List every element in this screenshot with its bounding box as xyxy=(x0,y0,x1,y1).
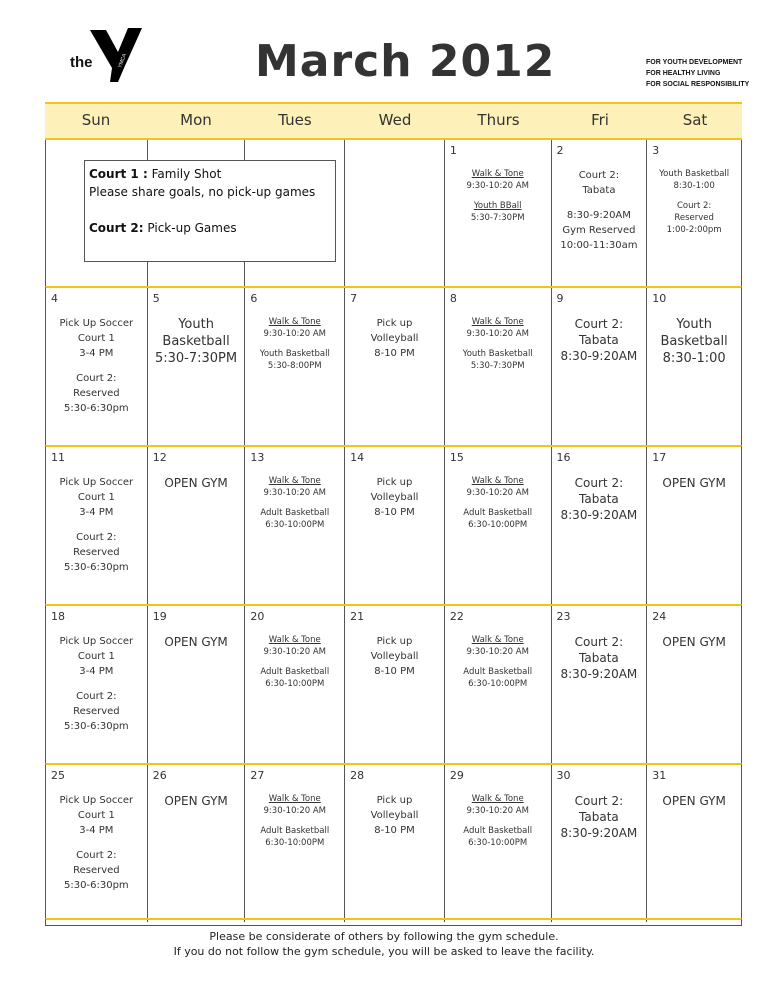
day-cell[interactable] xyxy=(245,765,345,922)
event-line: Court 2: xyxy=(574,476,624,490)
footer-line-1: Please be considerate of others by following the gym schedule. xyxy=(209,930,559,943)
event-line: Youth Basketball xyxy=(259,349,330,359)
day-number: 24 xyxy=(652,610,667,623)
day-events xyxy=(445,168,551,224)
event-line xyxy=(245,499,344,507)
event-line: OPEN GYM xyxy=(662,635,726,649)
day-number: 21 xyxy=(350,610,365,623)
event-line xyxy=(245,817,344,825)
day-number: 7 xyxy=(350,292,358,305)
event-line: 9:30-10:20 AM xyxy=(263,488,327,498)
day-events xyxy=(445,475,551,531)
event-line xyxy=(46,361,147,371)
weekday-wed: Wed xyxy=(378,111,412,129)
event-line: 9:30-10:20 AM xyxy=(466,181,529,191)
day-number: 25 xyxy=(51,769,65,782)
day-number: 28 xyxy=(350,769,365,782)
event-line: 8-10 PM xyxy=(374,666,415,677)
court-note-box xyxy=(84,160,336,262)
day-cell[interactable] xyxy=(552,140,648,286)
event-line: 3-4 PM xyxy=(79,507,114,518)
event-line: 8:30-9:20AM xyxy=(566,210,631,221)
day-events xyxy=(245,634,344,690)
event-line: Tabata xyxy=(579,492,619,506)
ymca-logo xyxy=(68,24,148,88)
day-cell[interactable] xyxy=(552,447,648,604)
event-line: 8:30-9:20AM xyxy=(560,826,638,840)
calendar-week xyxy=(45,286,742,445)
calendar-week xyxy=(45,445,742,604)
event-line: Volleyball xyxy=(370,492,419,503)
event-line: 9:30-10:20 AM xyxy=(263,329,327,339)
day-number: 31 xyxy=(652,769,667,782)
day-events xyxy=(46,475,147,575)
day-events xyxy=(46,316,147,416)
day-number: 26 xyxy=(152,769,167,782)
event-line: 6:30-10:00PM xyxy=(468,679,528,689)
event-line: 5:30-7:30PM xyxy=(154,351,238,366)
day-events xyxy=(445,316,551,372)
event-line: Walk & Tone xyxy=(268,635,321,645)
day-cell[interactable] xyxy=(46,765,148,922)
day-cell[interactable] xyxy=(245,288,345,445)
tagline xyxy=(646,57,749,90)
event-line: Adult Basketball xyxy=(260,826,330,836)
event-line: 6:30-10:00PM xyxy=(265,838,325,848)
day-number: 29 xyxy=(449,769,464,782)
day-number: 12 xyxy=(152,451,167,464)
day-events xyxy=(46,793,147,893)
day-cell[interactable] xyxy=(445,765,552,922)
day-number: 1 xyxy=(449,144,457,157)
day-number: 16 xyxy=(556,451,571,464)
weekday-header xyxy=(45,102,742,140)
day-cell[interactable] xyxy=(345,447,445,604)
day-events xyxy=(647,316,741,367)
page-title: March 2012 xyxy=(255,36,556,87)
event-line: 8:30-9:20AM xyxy=(560,508,638,522)
event-line: Pick up xyxy=(376,636,413,647)
day-number: 22 xyxy=(449,610,464,623)
court2-label: Court 2: xyxy=(89,221,144,235)
event-line xyxy=(46,520,147,530)
event-line: 9:30-10:20 AM xyxy=(466,647,529,657)
event-line: Court 2: xyxy=(76,532,117,543)
day-cell[interactable] xyxy=(245,447,345,604)
event-line xyxy=(445,499,551,507)
day-cell[interactable] xyxy=(647,288,741,445)
event-line: 8-10 PM xyxy=(374,825,415,836)
day-events xyxy=(245,793,344,849)
day-events xyxy=(552,168,647,253)
day-cell[interactable] xyxy=(445,288,552,445)
day-cell[interactable] xyxy=(445,447,552,604)
event-line: Walk & Tone xyxy=(268,476,321,486)
event-line: 3-4 PM xyxy=(79,348,114,359)
event-line xyxy=(552,198,647,208)
day-cell[interactable] xyxy=(445,606,552,763)
event-line: Pick Up Soccer xyxy=(59,795,134,806)
event-line: Court 1 xyxy=(77,333,115,344)
day-number: 8 xyxy=(449,292,457,305)
day-cell[interactable] xyxy=(647,606,741,763)
event-line: 3-4 PM xyxy=(79,666,114,677)
event-line: Youth Basketball xyxy=(659,169,730,179)
day-number: 20 xyxy=(250,610,265,623)
day-number: 15 xyxy=(449,451,464,464)
event-line: Walk & Tone xyxy=(471,169,524,179)
event-line: Reserved xyxy=(674,213,714,223)
day-cell[interactable] xyxy=(148,447,246,604)
court1-line xyxy=(89,165,335,183)
event-line: Court 1 xyxy=(77,810,115,821)
event-line: 10:00-11:30am xyxy=(560,240,638,251)
event-line: Pick Up Soccer xyxy=(59,477,134,488)
event-line: Pick Up Soccer xyxy=(59,318,134,329)
event-line: Court 2: xyxy=(574,794,624,808)
footer-line-2: If you do not follow the gym schedule, you will be asked to leave the facility. xyxy=(173,945,595,958)
event-line: 5:30-7:30PM xyxy=(470,213,525,223)
event-line: 6:30-10:00PM xyxy=(265,679,325,689)
event-line: Gym Reserved xyxy=(562,225,636,236)
event-line: 8:30-1:00 xyxy=(673,181,715,191)
day-cell[interactable] xyxy=(552,606,648,763)
event-line: Volleyball xyxy=(370,333,419,344)
weekday-sat: Sat xyxy=(682,111,708,129)
day-events xyxy=(148,475,245,491)
day-cell[interactable] xyxy=(552,288,648,445)
day-number: 13 xyxy=(250,451,265,464)
event-line: Court 2: xyxy=(574,317,624,331)
day-number: 2 xyxy=(556,144,564,157)
day-events xyxy=(552,634,647,682)
event-line: Reserved xyxy=(73,865,120,876)
day-events xyxy=(345,475,444,520)
event-line: Court 2: xyxy=(676,201,712,211)
tagline-line: FOR YOUTH DEVELOPMENT xyxy=(646,59,743,66)
event-line: 5:30-8:00PM xyxy=(267,361,322,371)
day-cell[interactable] xyxy=(46,288,148,445)
calendar-week xyxy=(45,763,742,922)
event-line: Walk & Tone xyxy=(268,794,321,804)
event-line: Court 2: xyxy=(76,850,117,861)
event-line: Walk & Tone xyxy=(471,476,524,486)
svg-text:YMCA: YMCA xyxy=(117,53,128,69)
weekday-sun: Sun xyxy=(81,111,111,129)
day-cell[interactable] xyxy=(46,447,148,604)
event-line: 8:30-9:20AM xyxy=(560,667,638,681)
event-line: Youth BBall xyxy=(473,201,522,211)
event-line: Pick Up Soccer xyxy=(59,636,134,647)
event-line: 9:30-10:20 AM xyxy=(263,647,327,657)
event-line xyxy=(445,340,551,348)
weekday-mon: Mon xyxy=(180,111,212,129)
event-line: Basketball xyxy=(162,334,230,349)
calendar-week xyxy=(45,604,742,763)
event-line xyxy=(445,817,551,825)
event-line: Pick up xyxy=(376,477,413,488)
event-line: 5:30-6:30pm xyxy=(64,880,129,891)
event-line: 6:30-10:00PM xyxy=(468,838,528,848)
event-line: 9:30-10:20 AM xyxy=(263,806,327,816)
day-events xyxy=(647,168,741,236)
day-cell[interactable] xyxy=(647,765,741,922)
event-line: 8-10 PM xyxy=(374,348,415,359)
event-line: OPEN GYM xyxy=(164,635,228,649)
day-events xyxy=(148,316,245,367)
day-number: 5 xyxy=(152,292,160,305)
event-line: 8:30-1:00 xyxy=(662,351,726,366)
event-line: 6:30-10:00PM xyxy=(265,520,325,530)
event-line: OPEN GYM xyxy=(662,476,726,490)
event-line: OPEN GYM xyxy=(662,794,726,808)
day-events xyxy=(46,634,147,734)
day-events xyxy=(345,316,444,361)
event-line: Court 1 xyxy=(77,651,115,662)
day-cell[interactable] xyxy=(445,140,552,286)
event-line: Adult Basketball xyxy=(463,826,533,836)
day-number: 3 xyxy=(652,144,660,157)
event-line: Walk & Tone xyxy=(471,317,524,327)
event-line: Adult Basketball xyxy=(463,667,533,677)
day-number: 10 xyxy=(652,292,667,305)
event-line: Pick up xyxy=(376,795,413,806)
day-cell[interactable] xyxy=(46,606,148,763)
day-events xyxy=(552,475,647,523)
day-cell[interactable] xyxy=(148,288,246,445)
day-cell[interactable] xyxy=(345,606,445,763)
event-line: Court 1 xyxy=(77,492,115,503)
event-line xyxy=(46,679,147,689)
event-line: Adult Basketball xyxy=(260,508,330,518)
event-line: Walk & Tone xyxy=(268,317,321,327)
day-events xyxy=(148,634,245,650)
event-line: OPEN GYM xyxy=(164,794,228,808)
day-number: 11 xyxy=(51,451,65,464)
day-number: 6 xyxy=(250,292,258,305)
event-line: 8-10 PM xyxy=(374,507,415,518)
event-line: Volleyball xyxy=(370,810,419,821)
day-cell[interactable] xyxy=(245,606,345,763)
event-line: Pick up xyxy=(376,318,413,329)
day-events xyxy=(552,793,647,841)
event-line: 3-4 PM xyxy=(79,825,114,836)
court1-label: Court 1 : xyxy=(89,167,148,181)
day-number: 27 xyxy=(250,769,265,782)
day-number: 23 xyxy=(556,610,571,623)
event-line xyxy=(445,192,551,200)
event-line: Court 2: xyxy=(76,691,117,702)
event-line: Tabata xyxy=(579,810,619,824)
event-line xyxy=(445,658,551,666)
tagline-line: FOR HEALTHY LIVING xyxy=(646,70,721,77)
event-line: Youth xyxy=(178,317,214,332)
tagline-line: FOR SOCIAL RESPONSIBILITY xyxy=(646,81,750,88)
weekday-fri: Fri xyxy=(591,111,609,129)
day-events xyxy=(647,475,741,491)
day-cell[interactable] xyxy=(345,140,445,286)
event-line: 8:30-9:20AM xyxy=(560,349,638,363)
event-line xyxy=(46,838,147,848)
day-events xyxy=(345,793,444,838)
day-events xyxy=(245,316,344,372)
event-line: Reserved xyxy=(73,388,120,399)
event-line: OPEN GYM xyxy=(164,476,228,490)
event-line: Court 2: xyxy=(574,635,624,649)
event-line: Tabata xyxy=(582,185,616,196)
day-events xyxy=(345,634,444,679)
day-number: 18 xyxy=(51,610,65,623)
event-line xyxy=(245,340,344,348)
event-line: Adult Basketball xyxy=(260,667,330,677)
event-line: Tabata xyxy=(579,333,619,347)
event-line xyxy=(647,192,741,200)
calendar-bottom-border xyxy=(45,918,742,926)
event-line: Tabata xyxy=(579,651,619,665)
court1-line2: Please share goals, no pick-up games xyxy=(89,185,316,199)
event-line: Basketball xyxy=(660,334,728,349)
day-cell[interactable] xyxy=(345,765,445,922)
day-cell[interactable] xyxy=(647,447,741,604)
event-line: 9:30-10:20 AM xyxy=(466,806,529,816)
event-line: 1:00-2:00pm xyxy=(666,225,722,235)
weekday-thurs: Thurs xyxy=(477,111,520,129)
day-number: 14 xyxy=(350,451,365,464)
event-line: Youth Basketball xyxy=(462,349,533,359)
day-events xyxy=(552,316,647,364)
day-number: 9 xyxy=(556,292,564,305)
weekday-tues: Tues xyxy=(278,111,312,129)
event-line: 5:30-6:30pm xyxy=(64,403,129,414)
day-events xyxy=(445,793,551,849)
event-line: 5:30-7:30PM xyxy=(470,361,525,371)
event-line: 9:30-10:20 AM xyxy=(466,329,529,339)
event-line: Volleyball xyxy=(370,651,419,662)
day-events xyxy=(445,634,551,690)
event-line: Court 2: xyxy=(578,170,620,181)
event-line: 6:30-10:00PM xyxy=(468,520,528,530)
day-number: 4 xyxy=(51,292,58,305)
event-line: Walk & Tone xyxy=(471,635,524,645)
event-line: 5:30-6:30pm xyxy=(64,721,129,732)
event-line: Walk & Tone xyxy=(471,794,524,804)
event-line: Youth xyxy=(676,317,712,332)
day-events xyxy=(647,793,741,809)
event-line: Adult Basketball xyxy=(463,508,533,518)
day-cell[interactable] xyxy=(148,765,246,922)
day-number: 17 xyxy=(652,451,667,464)
logo-word: the xyxy=(70,54,93,71)
day-number: 19 xyxy=(152,610,167,623)
day-cell[interactable] xyxy=(647,140,741,286)
day-cell[interactable] xyxy=(552,765,648,922)
day-cell[interactable] xyxy=(345,288,445,445)
event-line: 5:30-6:30pm xyxy=(64,562,129,573)
court2-text: Pick-up Games xyxy=(147,221,237,235)
day-number: 30 xyxy=(556,769,571,782)
court1-text: Family Shot xyxy=(151,167,222,181)
court2-line xyxy=(89,219,335,237)
event-line: Court 2: xyxy=(76,373,117,384)
event-line: 9:30-10:20 AM xyxy=(466,488,529,498)
ymca-y-icon xyxy=(88,24,144,84)
day-cell[interactable] xyxy=(148,606,246,763)
event-line: Reserved xyxy=(73,547,120,558)
event-line xyxy=(245,658,344,666)
event-line: Reserved xyxy=(73,706,120,717)
day-events xyxy=(245,475,344,531)
day-events xyxy=(647,634,741,650)
day-events xyxy=(148,793,245,809)
